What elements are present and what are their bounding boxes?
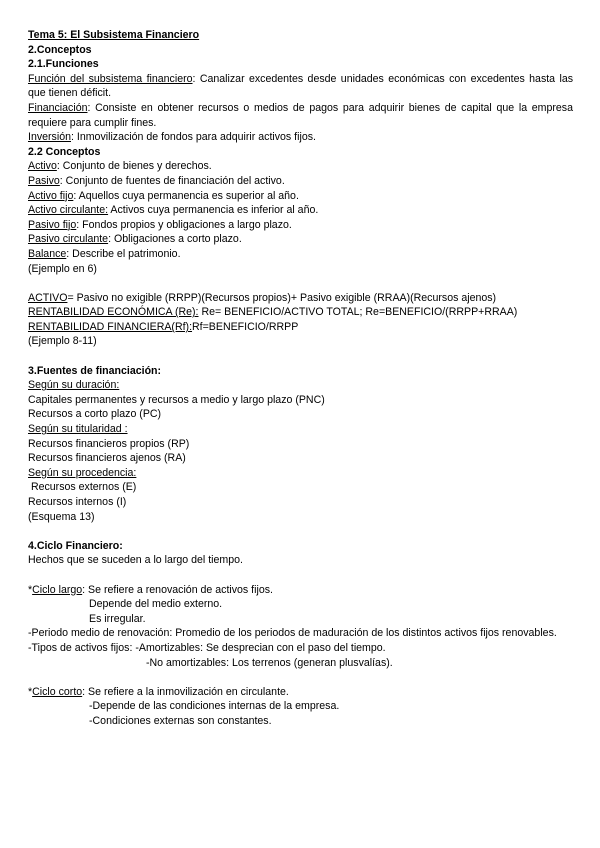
def-activo-fijo: [28, 189, 573, 204]
term: Pasivo: [28, 174, 60, 187]
periodo-medio: -Periodo medio de renovación: Promedio de los periodos de maduración de los distintos activos fijos renovables.: [28, 627, 557, 640]
term: RENTABILIDAD ECONÓMICA (Re):: [28, 306, 199, 319]
term: Pasivo circulante: [28, 233, 109, 246]
ciclo-corto-line-3: -Condiciones externas son constantes.: [89, 714, 272, 727]
term: Financiación: [28, 101, 88, 114]
list-item: Recursos externos (E): [28, 481, 137, 494]
fuentes-procedencia-heading: Según su procedencia:: [28, 466, 137, 479]
term: Inversión: [28, 131, 71, 144]
def-activo-circulante: [28, 203, 573, 218]
def-inversion: [28, 130, 573, 145]
section-4-heading: 4.Ciclo Financiero:: [28, 539, 123, 552]
term: Activo: [28, 160, 57, 173]
doc-title: Tema 5: El Subsistema Financiero: [28, 29, 200, 41]
ejemplo-6: (Ejemplo en 6): [28, 262, 97, 275]
section-2-heading: 2.Conceptos: [28, 43, 92, 56]
spacer: [28, 349, 573, 364]
list-item: Recursos a corto plazo (PC): [28, 408, 162, 421]
term: Pasivo fijo: [28, 218, 77, 231]
spacer: [28, 524, 573, 539]
desc: : Fondos propios y obligaciones a largo plazo.: [76, 218, 292, 231]
desc: : Se refiere a renovación de activos fijos.: [82, 583, 273, 596]
term: ACTIVO: [28, 291, 68, 304]
spacer: [28, 670, 573, 685]
fuentes-titularidad-heading: Según su titularidad :: [28, 423, 128, 436]
bullet: *: [28, 685, 33, 698]
def-balance: [28, 247, 573, 262]
term: RENTABILIDAD FINANCIERA(Rf):: [28, 320, 193, 333]
def-activo: [28, 159, 573, 174]
esquema-13: (Esquema 13): [28, 510, 95, 523]
desc: : Describe el patrimonio.: [66, 247, 181, 260]
term: Activo fijo: [28, 189, 74, 202]
def-pasivo: [28, 174, 573, 189]
def-pasivo-fijo: [28, 218, 573, 233]
term: Activo circulante:: [28, 204, 109, 217]
def-funcion: [28, 72, 573, 101]
ciclo-corto-line-2: -Depende de las condiciones internas de la empresa.: [89, 700, 340, 713]
desc: = Pasivo no exigible (RRPP)(Recursos propios)+ Pasivo exigible (RRAA)(Recursos ajenos): [67, 291, 497, 304]
desc: : Obligaciones a corto plazo.: [108, 233, 242, 246]
formula-rentabilidad-financiera: [28, 320, 573, 335]
term: Ciclo largo: [32, 583, 83, 596]
document-page: [28, 28, 573, 729]
desc: : Se refiere a la inmovilización en circulante.: [82, 685, 289, 698]
subsection-2-1-heading: 2.1.Funciones: [28, 58, 99, 71]
desc: Re= BENEFICIO/ACTIVO TOTAL; Re=BENEFICIO/(RRPP+RRAA): [198, 306, 518, 319]
desc: Activos cuya permanencia es inferior al año.: [108, 204, 319, 217]
desc: : Conjunto de fuentes de financiación del activo.: [59, 174, 285, 187]
list-item: Capitales permanentes y recursos a medio y largo plazo (PNC): [28, 393, 325, 406]
bullet: *: [28, 583, 33, 596]
list-item: Recursos financieros ajenos (RA): [28, 452, 186, 465]
desc: : Canalizar excedentes desde unidades económicas con excedentes hasta las que tienen déficit.: [28, 72, 574, 100]
def-pasivo-circulante: [28, 232, 573, 247]
ciclo-largo-line-2: Depende del medio externo.: [89, 598, 223, 611]
term: Ciclo corto: [32, 685, 83, 698]
desc: : Inmovilización de fondos para adquirir activos fijos.: [71, 131, 316, 144]
desc: : Conjunto de bienes y derechos.: [56, 160, 212, 173]
desc: : Aquellos cuya permanencia es superior al año.: [73, 189, 299, 202]
subsection-2-2-heading: 2.2 Conceptos: [28, 145, 101, 158]
formula-activo: [28, 291, 573, 306]
ciclo-corto: [28, 685, 573, 700]
term: Función del subsistema financiero: [28, 72, 193, 85]
list-item: Recursos internos (I): [28, 496, 127, 508]
ejemplo-8-11: (Ejemplo 8-11): [28, 335, 97, 348]
desc: Rf=BENEFICIO/RRPP: [192, 320, 299, 333]
def-financiacion: [28, 101, 573, 130]
section-3-heading: 3.Fuentes de financiación:: [28, 364, 162, 377]
spacer: [28, 276, 573, 291]
spacer: [28, 568, 573, 583]
ciclo-largo-line-3: Es irregular.: [89, 612, 146, 625]
ciclo-intro: Hechos que se suceden a lo largo del tiempo.: [28, 554, 243, 567]
formula-rentabilidad-economica: [28, 305, 573, 320]
ciclo-largo: [28, 583, 573, 598]
fuentes-duracion-heading: Según su duración:: [28, 379, 120, 392]
tipos-activos-line-2: -No amortizables: Los terrenos (generan plusvalías).: [146, 656, 393, 669]
desc: : Consiste en obtener recursos o medios de pagos para adquirir bienes de capital que la empresa requiere para cumplir fines.: [28, 101, 573, 129]
term: Balance: [28, 247, 67, 260]
list-item: Recursos financieros propios (RP): [28, 437, 190, 450]
tipos-activos: -Tipos de activos fijos: -Amortizables: Se desprecian con el paso del tiempo.: [28, 641, 386, 654]
